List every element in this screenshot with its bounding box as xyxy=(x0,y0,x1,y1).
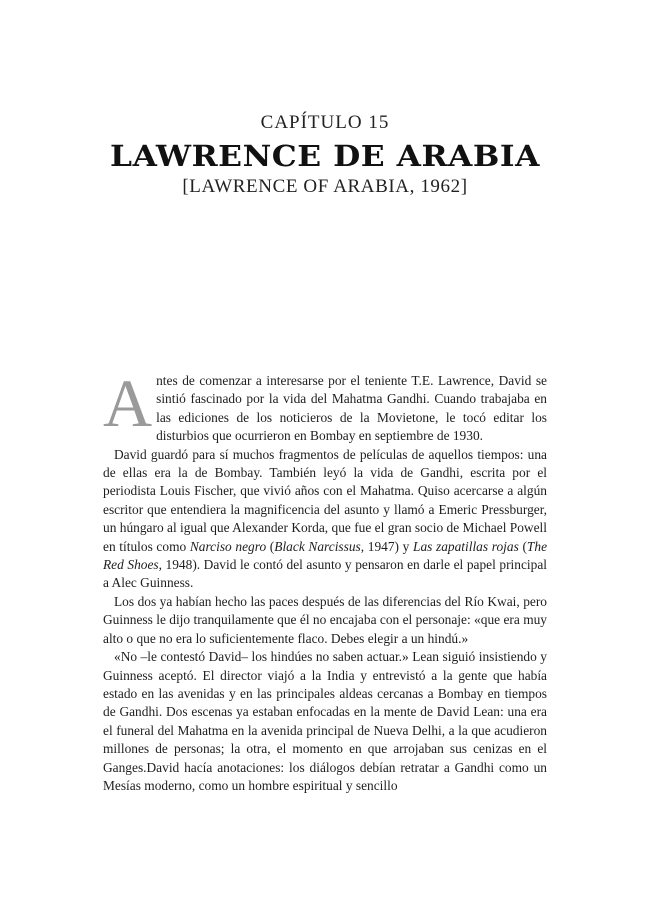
paragraph-1 xyxy=(103,365,547,446)
body-text xyxy=(103,365,548,795)
paragraph-2-text: ( xyxy=(266,538,275,554)
film-title: Narciso negro xyxy=(189,538,267,554)
paragraph-4: «No –le contestó David– los hindúes no saben actuar.» Lean siguió insistiendo y Guinness aceptó. El director viajó a la India y entrevistó a la gente que había estado en las avenidas y en las principales aldeas cercanas a Bombay en tiempos de Gandhi. Dos escenas ya estaban enfocadas en la mente de David Lean: una era el funeral del Mahatma en la avenida principal de Nueva Delhi, a la que acudieron millones de personas; la otra, el momento en que arrojaban sus cenizas en el Ganges.David hacía anotaciones: los diálogos debían retratar a Gandhi como un Mesías moderno, como un hombre espiritual y sencillo xyxy=(103,649,547,793)
paragraph-2 xyxy=(103,446,547,593)
chapter-title: LAWRENCE DE ARABIA xyxy=(110,139,540,173)
paragraph-3: Los dos ya habían hecho las paces después de las diferencias del Río Kwai, pero Guinness le dijo tranquilamente que él no encajaba con el personaje: «que era muy alto o que no era lo suficientemente flaco. Debes elegir a un hindú.» xyxy=(103,593,547,646)
film-title: Black Narcissus xyxy=(274,538,361,554)
paragraph-2-text: David guardó para sí muchos fragmentos de películas de aquellos tiempos: una de ellas era la de Bombay. También leyó la vida de Gandhi, escrita por el periodista Louis Fischer, que vivió años con el Mahatma. Quiso acercarse a algún escritor que entendiera la magnificencia del asunto y llamó a Emeric Pressburger, un húngaro al igual que Alexander Korda, que fue el gran socio de Michael Powell en títulos como xyxy=(103,446,547,554)
film-title: The Red Shoes xyxy=(103,538,548,573)
paragraph-2-text: ( xyxy=(518,538,527,554)
film-title: Las zapatillas rojas xyxy=(413,538,519,554)
paragraph-2-text: , 1947) y xyxy=(360,538,413,554)
paragraph-2-text: , 1948). David le contó del asunto y pensaron en darle el papel principal a Alec Guinness. xyxy=(103,557,547,591)
paragraph-1-text: ntes de comenzar a interesarse por el teniente T.E. Lawrence, David se sintió fascinado por la vida del Mahatma Gandhi. Cuando trabajaba en las ediciones de los noticieros de la Movietone, le tocó editar los disturbios que ocurrieron en Bombay en septiembre de 1930. xyxy=(156,373,547,444)
drop-cap: A xyxy=(103,365,153,441)
chapter-label: CAPÍTULO 15 xyxy=(260,112,390,133)
chapter-subtitle: [LAWRENCE OF ARABIA, 1962] xyxy=(182,176,468,197)
